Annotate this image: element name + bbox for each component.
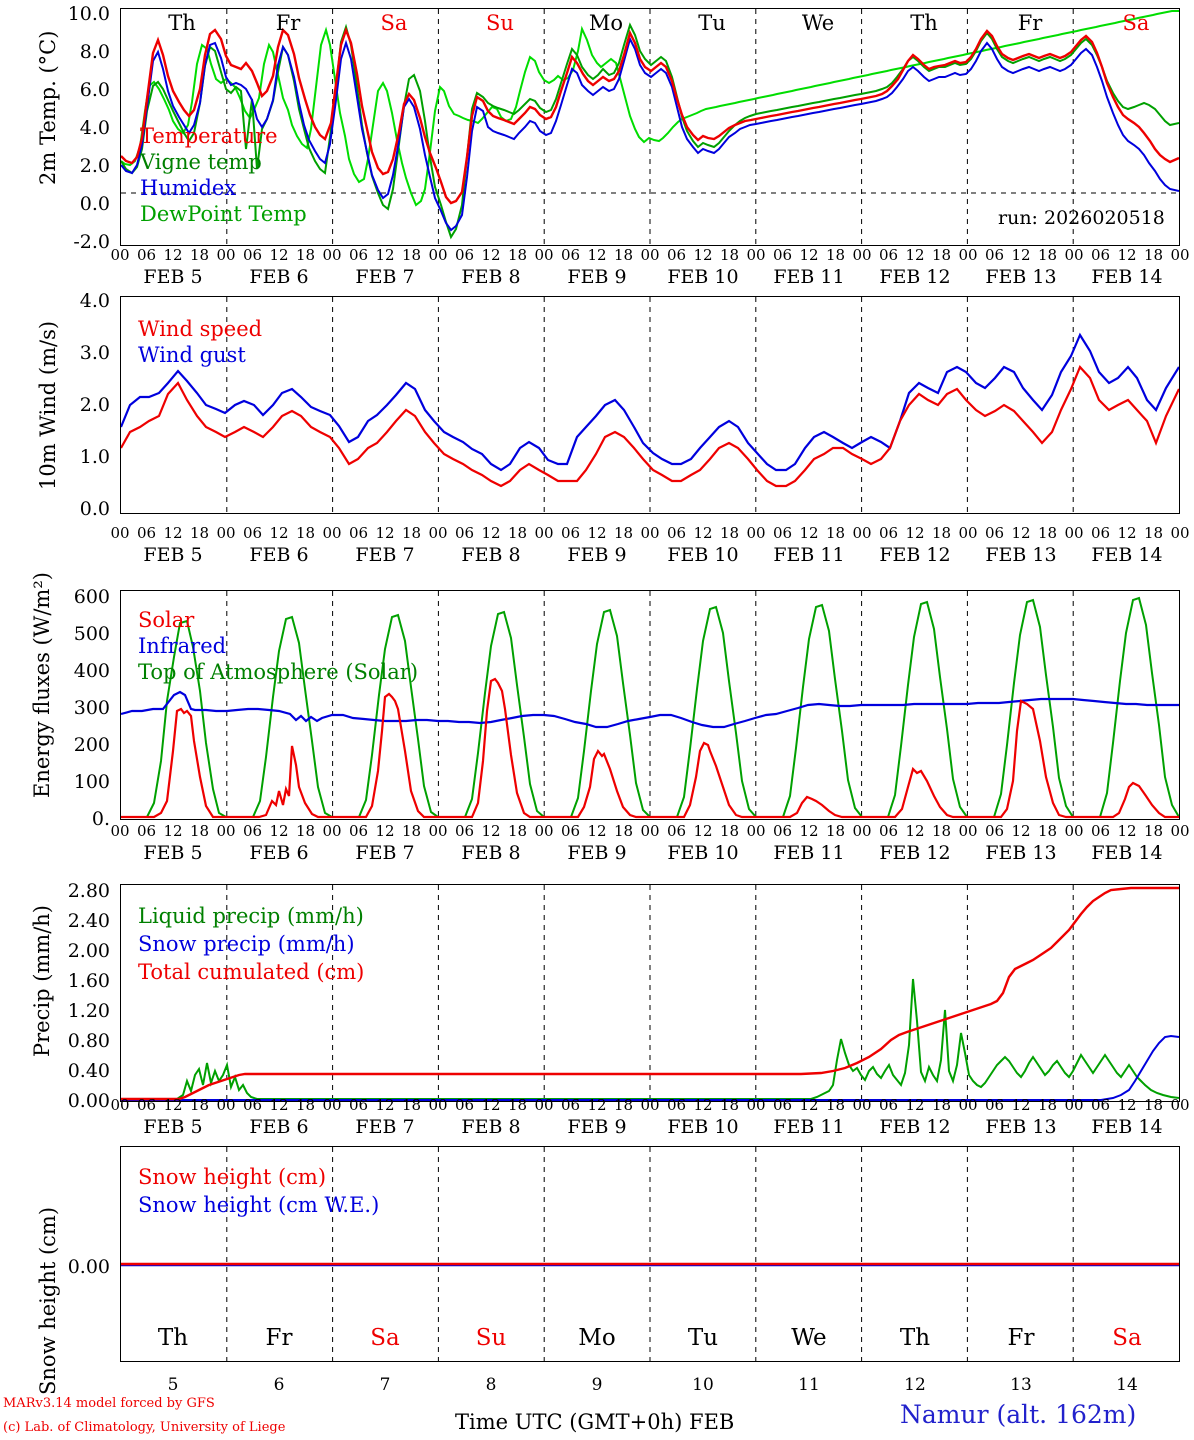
hour-tick: 06 [136, 246, 157, 264]
hour-tick: 18 [1143, 1096, 1164, 1114]
hour-tick: 12 [375, 1096, 395, 1114]
bottom-daynum: 13 [1010, 1375, 1032, 1395]
hour-tick: 12 [163, 1096, 183, 1114]
hour-tick: 18 [401, 822, 422, 840]
ytick-precip-0: 2.80 [67, 880, 110, 902]
xaxis-precip [0, 1096, 1194, 1138]
hour-tick: 06 [136, 1096, 157, 1114]
hour-tick: 06 [1090, 822, 1111, 840]
hour-tick: 12 [481, 1096, 501, 1114]
hour-tick: 06 [772, 822, 793, 840]
date-label: FEB 8 [461, 266, 521, 288]
date-label: FEB 11 [773, 544, 845, 566]
hour-tick: 18 [719, 822, 740, 840]
axis-label-snow-height: Snow height (cm) [36, 1206, 60, 1395]
date-label: FEB 13 [985, 1116, 1057, 1138]
hour-tick: 00 [534, 524, 554, 542]
bottom-daynum: 12 [904, 1375, 926, 1395]
ytick-precip-5: 0.80 [67, 1030, 110, 1052]
hour-tick: 00 [640, 524, 660, 542]
hour-tick: 18 [931, 524, 952, 542]
hour-tick: 12 [799, 822, 819, 840]
hour-tick: 06 [454, 822, 475, 840]
date-label: FEB 9 [567, 1116, 627, 1138]
hour-tick: 06 [1090, 524, 1111, 542]
bottom-dayname: Fr [1007, 1325, 1035, 1351]
hour-tick: 12 [693, 524, 713, 542]
bottom-daynum: 10 [692, 1375, 714, 1395]
date-label: FEB 7 [355, 266, 415, 288]
bottom-dayname: Sa [370, 1325, 400, 1351]
hour-tick: 00 [322, 1096, 342, 1114]
dayname-top-9: Sa [1122, 11, 1150, 35]
hour-tick: 12 [269, 524, 289, 542]
hour-tick: 06 [878, 524, 899, 542]
bottom-daynum: 6 [273, 1375, 285, 1395]
hour-tick: 00 [1170, 524, 1190, 542]
hour-tick: 06 [454, 524, 475, 542]
ytick-wind-1: 3.0 [79, 342, 110, 364]
bottom-dayname: Tu [687, 1325, 719, 1351]
date-label: FEB 12 [879, 266, 951, 288]
hour-tick: 12 [587, 246, 607, 264]
hour-tick: 00 [428, 1096, 448, 1114]
axis-label-energy: Energy fluxes (W/m²) [30, 572, 54, 798]
hour-tick: 00 [110, 1096, 130, 1114]
hour-tick: 00 [746, 822, 766, 840]
hour-tick: 12 [587, 1096, 607, 1114]
bottom-dayname: Fr [265, 1325, 293, 1351]
xaxis-temperature [0, 246, 1194, 288]
hour-tick: 18 [825, 524, 846, 542]
date-label: FEB 8 [461, 544, 521, 566]
hour-tick: 12 [269, 822, 289, 840]
hour-tick: 06 [348, 246, 369, 264]
date-label: FEB 14 [1091, 544, 1163, 566]
ytick-energy-1: 500 [73, 623, 110, 645]
bottom-dayname: Th [157, 1325, 189, 1351]
hour-tick: 12 [693, 822, 713, 840]
ytick-wind-3: 1.0 [79, 446, 110, 468]
hour-tick: 06 [560, 524, 581, 542]
legend-wind-speed: Wind speed [138, 317, 263, 341]
hour-tick: 00 [322, 246, 342, 264]
hour-tick: 00 [1064, 822, 1084, 840]
ytick-precip-6: 0.40 [67, 1060, 110, 1082]
hour-tick: 06 [878, 822, 899, 840]
ytick-temp-1: 8.0 [79, 41, 110, 63]
hour-tick: 18 [401, 246, 422, 264]
hour-tick: 12 [481, 524, 501, 542]
hour-tick: 12 [375, 246, 395, 264]
hour-tick: 00 [428, 822, 448, 840]
legend-liquid-precip: Liquid precip (mm/h) [138, 904, 364, 928]
hour-tick: 06 [242, 1096, 263, 1114]
bottom-daynum: 11 [798, 1375, 820, 1395]
hour-tick: 00 [852, 524, 872, 542]
xaxis-wind [0, 524, 1194, 566]
hour-tick: 18 [825, 1096, 846, 1114]
hour-tick: 00 [1064, 1096, 1084, 1114]
date-label: FEB 7 [355, 1116, 415, 1138]
hour-tick: 06 [984, 1096, 1005, 1114]
hour-tick: 18 [1143, 822, 1164, 840]
ytick-wind-2: 2.0 [79, 394, 110, 416]
hour-tick: 12 [587, 822, 607, 840]
hour-tick: 18 [613, 246, 634, 264]
hour-tick: 06 [348, 822, 369, 840]
hour-tick: 00 [110, 822, 130, 840]
date-label: FEB 9 [567, 266, 627, 288]
legend-temperature: Temperature [140, 124, 278, 148]
hour-tick: 06 [1090, 246, 1111, 264]
hour-tick: 00 [1170, 1096, 1190, 1114]
xaxis-title: Time UTC (GMT+0h) FEB [455, 1410, 735, 1434]
hour-tick: 18 [825, 822, 846, 840]
legend-solar: Solar [138, 608, 195, 632]
hour-tick: 06 [666, 246, 687, 264]
hour-tick: 00 [110, 524, 130, 542]
hour-tick: 00 [852, 246, 872, 264]
hour-tick: 12 [1117, 246, 1137, 264]
date-label: FEB 8 [461, 842, 521, 864]
hour-tick: 00 [534, 1096, 554, 1114]
hour-tick: 18 [295, 524, 316, 542]
bottom-daynum: 7 [379, 1375, 391, 1395]
hour-tick: 18 [189, 1096, 210, 1114]
hour-tick: 18 [295, 1096, 316, 1114]
ytick-energy-0: 600 [73, 586, 110, 608]
footer-model: MARv3.14 model forced by GFS [3, 1396, 215, 1411]
hour-tick: 00 [852, 822, 872, 840]
hour-tick: 00 [428, 246, 448, 264]
hour-tick: 00 [216, 524, 236, 542]
date-label: FEB 13 [985, 544, 1057, 566]
hour-tick: 12 [1011, 1096, 1031, 1114]
hour-tick: 12 [1011, 524, 1031, 542]
hour-tick: 12 [163, 822, 183, 840]
date-label: FEB 11 [773, 266, 845, 288]
hour-tick: 06 [984, 822, 1005, 840]
bottom-dayname: We [791, 1325, 827, 1351]
legend-total-cumulated: Total cumulated (cm) [138, 960, 365, 984]
date-label: FEB 6 [249, 266, 309, 288]
hour-tick: 00 [852, 1096, 872, 1114]
hour-tick: 18 [295, 246, 316, 264]
hour-tick: 18 [507, 246, 528, 264]
bottom-daynum: 8 [485, 1375, 497, 1395]
date-label: FEB 12 [879, 544, 951, 566]
hour-tick: 18 [931, 246, 952, 264]
date-label: FEB 13 [985, 842, 1057, 864]
hour-tick: 18 [507, 524, 528, 542]
date-label: FEB 5 [143, 1116, 203, 1138]
date-label: FEB 12 [879, 1116, 951, 1138]
date-label: FEB 12 [879, 842, 951, 864]
date-label: FEB 5 [143, 544, 203, 566]
hour-tick: 12 [163, 524, 183, 542]
date-label: FEB 14 [1091, 266, 1163, 288]
hour-tick: 06 [454, 246, 475, 264]
ytick-energy-6: 0. [91, 808, 110, 830]
ytick-precip-1: 2.40 [67, 910, 110, 932]
bottom-dayname: Mo [578, 1325, 616, 1351]
ytick-snow-0: 0.00 [67, 1256, 110, 1278]
hour-tick: 00 [1170, 822, 1190, 840]
hour-tick: 12 [375, 524, 395, 542]
bottom-daynum: 5 [167, 1375, 179, 1395]
hour-tick: 12 [693, 246, 713, 264]
ytick-precip-7: 0.00 [67, 1090, 110, 1112]
hour-tick: 00 [110, 246, 130, 264]
hour-tick: 12 [1117, 1096, 1137, 1114]
hour-tick: 06 [560, 1096, 581, 1114]
hour-tick: 00 [640, 246, 660, 264]
ytick-temp-5: 0.0 [79, 193, 110, 215]
date-label: FEB 6 [249, 544, 309, 566]
dayname-top-6: We [801, 11, 835, 35]
legend-snow-height: Snow height (cm) [138, 1165, 327, 1189]
ytick-temp-4: 2.0 [79, 155, 110, 177]
date-label: FEB 9 [567, 842, 627, 864]
bottom-dayname: Th [899, 1325, 931, 1351]
hour-tick: 12 [1117, 524, 1137, 542]
hour-tick: 12 [269, 1096, 289, 1114]
plot-energy [120, 590, 1180, 820]
hour-tick: 18 [189, 246, 210, 264]
hour-tick: 06 [878, 246, 899, 264]
hour-tick: 18 [1037, 1096, 1058, 1114]
date-label: FEB 10 [667, 842, 739, 864]
hour-tick: 00 [746, 246, 766, 264]
hour-tick: 12 [693, 1096, 713, 1114]
footer-copyright: (c) Lab. of Climatology, University of Liege [3, 1420, 286, 1435]
legend-snow-height-we: Snow height (cm W.E.) [138, 1193, 380, 1217]
ytick-energy-2: 400 [73, 660, 110, 682]
hour-tick: 18 [931, 1096, 952, 1114]
date-label: FEB 14 [1091, 842, 1163, 864]
hour-tick: 12 [481, 246, 501, 264]
dayname-top-8: Fr [1017, 11, 1043, 35]
hour-tick: 00 [1170, 246, 1190, 264]
ytick-precip-3: 1.60 [67, 970, 110, 992]
hour-tick: 18 [189, 822, 210, 840]
hour-tick: 12 [163, 246, 183, 264]
hour-tick: 18 [1037, 822, 1058, 840]
hour-tick: 00 [322, 524, 342, 542]
panel-temperature [0, 0, 1194, 282]
date-label: FEB 8 [461, 1116, 521, 1138]
hour-tick: 06 [878, 1096, 899, 1114]
hour-tick: 12 [905, 524, 925, 542]
hour-tick: 18 [295, 822, 316, 840]
hour-tick: 18 [613, 822, 634, 840]
hour-tick: 06 [348, 524, 369, 542]
hour-tick: 06 [560, 822, 581, 840]
dayname-top-4: Mo [588, 11, 624, 35]
date-label: FEB 10 [667, 544, 739, 566]
date-label: FEB 11 [773, 842, 845, 864]
hour-tick: 18 [1037, 246, 1058, 264]
panel-energy [0, 568, 1194, 830]
hour-tick: 12 [1117, 822, 1137, 840]
hour-tick: 12 [1011, 822, 1031, 840]
hour-tick: 18 [507, 1096, 528, 1114]
dayname-top-2: Sa [380, 11, 408, 35]
hour-tick: 18 [401, 1096, 422, 1114]
date-label: FEB 9 [567, 544, 627, 566]
hour-tick: 18 [1143, 524, 1164, 542]
hour-tick: 06 [984, 524, 1005, 542]
hour-tick: 06 [666, 1096, 687, 1114]
legend-infrared: Infrared [138, 634, 227, 658]
legend-vigne-temp: Vigne temp [140, 150, 262, 174]
hour-tick: 00 [746, 524, 766, 542]
ytick-wind-4: 0.0 [79, 498, 110, 520]
bottom-dayname: Su [475, 1325, 507, 1351]
hour-tick: 18 [1143, 246, 1164, 264]
ytick-temp-6: -2.0 [73, 231, 110, 253]
ytick-energy-4: 200 [73, 734, 110, 756]
hour-tick: 00 [958, 246, 978, 264]
date-label: FEB 6 [249, 842, 309, 864]
hour-tick: 12 [905, 246, 925, 264]
hour-tick: 06 [242, 246, 263, 264]
hour-tick: 12 [587, 524, 607, 542]
bottom-dayname: Sa [1112, 1325, 1142, 1351]
axis-label-wind: 10m Wind (m/s) [36, 320, 60, 490]
hour-tick: 06 [242, 524, 263, 542]
hour-tick: 00 [216, 1096, 236, 1114]
hour-tick: 00 [1064, 246, 1084, 264]
hour-tick: 00 [216, 246, 236, 264]
hour-tick: 06 [136, 524, 157, 542]
hour-tick: 12 [905, 822, 925, 840]
date-label: FEB 5 [143, 842, 203, 864]
ytick-temp-0: 10.0 [67, 3, 110, 25]
hour-tick: 00 [428, 524, 448, 542]
legend-wind-gust: Wind gust [138, 343, 246, 367]
hour-tick: 12 [905, 1096, 925, 1114]
hour-tick: 00 [216, 822, 236, 840]
hour-tick: 06 [242, 822, 263, 840]
hour-tick: 06 [984, 246, 1005, 264]
hour-tick: 12 [269, 246, 289, 264]
bottom-daynum: 14 [1116, 1375, 1138, 1395]
dayname-top-1: Fr [275, 11, 301, 35]
hour-tick: 12 [799, 246, 819, 264]
hour-tick: 00 [746, 1096, 766, 1114]
hour-tick: 00 [958, 524, 978, 542]
hour-tick: 00 [640, 1096, 660, 1114]
legend-snow-precip: Snow precip (mm/h) [138, 932, 355, 956]
ytick-precip-4: 1.20 [67, 1000, 110, 1022]
hour-tick: 12 [375, 822, 395, 840]
hour-tick: 06 [454, 1096, 475, 1114]
date-label: FEB 13 [985, 266, 1057, 288]
dayname-top-0: Th [168, 11, 196, 35]
hour-tick: 00 [640, 822, 660, 840]
ytick-precip-2: 2.00 [67, 940, 110, 962]
hour-tick: 06 [1090, 1096, 1111, 1114]
hour-tick: 06 [772, 524, 793, 542]
legend-toa-solar: Top of Atmosphere (Solar) [138, 660, 419, 684]
date-label: FEB 6 [249, 1116, 309, 1138]
legend-dewpoint: DewPoint Temp [140, 202, 307, 226]
hour-tick: 00 [958, 822, 978, 840]
hour-tick: 18 [613, 1096, 634, 1114]
date-label: FEB 11 [773, 1116, 845, 1138]
hour-tick: 18 [719, 524, 740, 542]
ytick-energy-3: 300 [73, 697, 110, 719]
date-label: FEB 10 [667, 266, 739, 288]
hour-tick: 06 [772, 246, 793, 264]
hour-tick: 18 [719, 1096, 740, 1114]
hour-tick: 00 [322, 822, 342, 840]
axis-label-temperature: 2m Temp. (°C) [36, 30, 60, 185]
hour-tick: 00 [534, 246, 554, 264]
date-label: FEB 14 [1091, 1116, 1163, 1138]
bottom-daynum: 9 [591, 1375, 603, 1395]
date-label: FEB 7 [355, 842, 415, 864]
hour-tick: 12 [481, 822, 501, 840]
hour-tick: 18 [1037, 524, 1058, 542]
hour-tick: 06 [666, 822, 687, 840]
hour-tick: 06 [348, 1096, 369, 1114]
hour-tick: 00 [958, 1096, 978, 1114]
axis-label-precip: Precip (mm/h) [30, 904, 54, 1057]
run-label: run: 2026020518 [998, 207, 1165, 229]
dayname-top-3: Su [486, 11, 514, 35]
hour-tick: 12 [1011, 246, 1031, 264]
hour-tick: 18 [719, 246, 740, 264]
date-label: FEB 10 [667, 1116, 739, 1138]
plot-wind [120, 296, 1180, 514]
station-label: Namur (alt. 162m) [900, 1400, 1137, 1429]
ytick-energy-5: 100 [73, 771, 110, 793]
hour-tick: 00 [1064, 524, 1084, 542]
dayname-top-5: Tu [698, 11, 726, 35]
dayname-top-7: Th [910, 11, 938, 35]
hour-tick: 12 [799, 524, 819, 542]
hour-tick: 00 [534, 822, 554, 840]
legend-humidex: Humidex [140, 176, 237, 200]
hour-tick: 18 [507, 822, 528, 840]
hour-tick: 06 [560, 246, 581, 264]
hour-tick: 18 [825, 246, 846, 264]
panel-wind [0, 290, 1194, 540]
hour-tick: 18 [931, 822, 952, 840]
ytick-wind-0: 4.0 [79, 290, 110, 312]
hour-tick: 06 [136, 822, 157, 840]
ytick-temp-3: 4.0 [79, 117, 110, 139]
panel-precip [0, 862, 1194, 1112]
hour-tick: 06 [666, 524, 687, 542]
xaxis-energy [0, 822, 1194, 864]
date-label: FEB 5 [143, 266, 203, 288]
hour-tick: 12 [799, 1096, 819, 1114]
ytick-temp-2: 6.0 [79, 79, 110, 101]
date-label: FEB 7 [355, 544, 415, 566]
hour-tick: 18 [613, 524, 634, 542]
hour-tick: 06 [772, 1096, 793, 1114]
hour-tick: 18 [189, 524, 210, 542]
hour-tick: 18 [401, 524, 422, 542]
